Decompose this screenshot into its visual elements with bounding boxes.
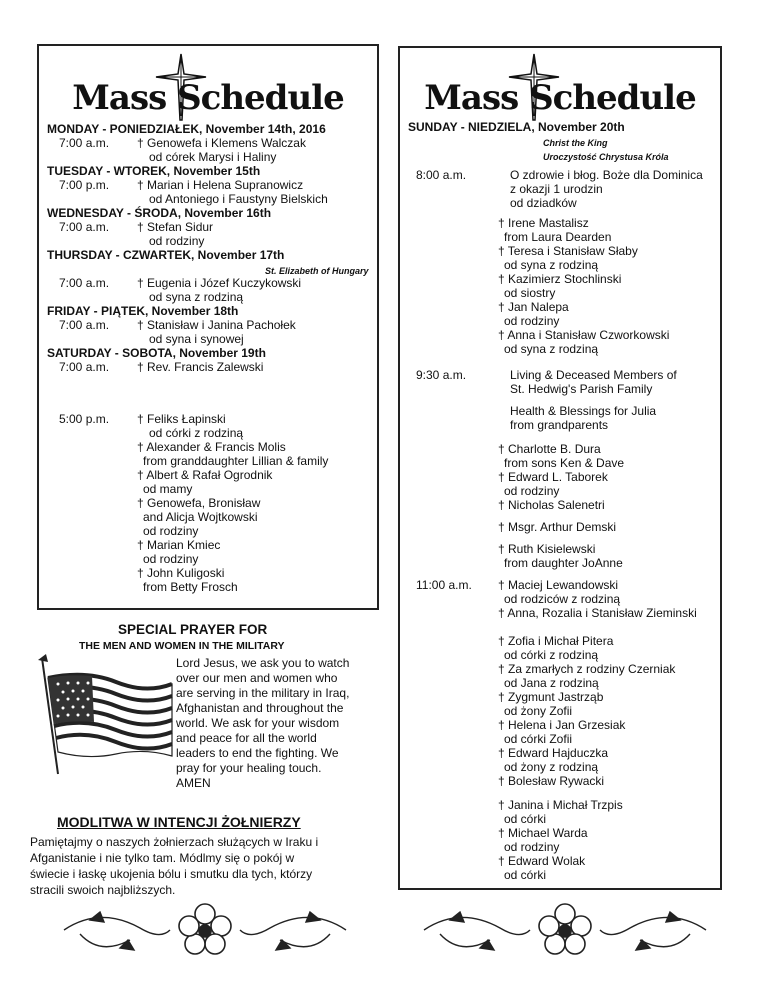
intention: † Ruth Kisielewski (498, 542, 596, 556)
intention: † Zygmunt Jastrząb (498, 690, 604, 704)
mass-time: 8:00 a.m. (416, 168, 467, 182)
intention: † Michael Warda (498, 826, 588, 840)
intention: St. Hedwig's Parish Family (510, 382, 653, 396)
intention: † Marian Kmiec (137, 538, 221, 552)
day-header-thursday: THURSDAY - CZWARTEK, November 17th (47, 248, 285, 262)
intention: † Anna, Rozalia i Stanisław Zieminski (498, 606, 697, 620)
mass-time: 7:00 a.m. (59, 136, 110, 150)
intention: † Janina i Michał Trzpis (498, 798, 623, 812)
intention: † Marian i Helena Supranowicz (137, 178, 304, 192)
intention: od Jana z rodziną (504, 676, 599, 690)
intention: † Stanisław i Janina Pachołek (137, 318, 296, 332)
intention: † Jan Nalepa (498, 300, 569, 314)
intention: † Irene Mastalisz (498, 216, 589, 230)
intention: † Zofia i Michał Pitera (498, 634, 614, 648)
intention: od żony Zofii (504, 704, 573, 718)
intention: † Stefan Sidur (137, 220, 214, 234)
intention: † Teresa i Stanisław Słaby (498, 244, 638, 258)
right-mass-schedule-box (398, 46, 722, 890)
intention: od żony z rodziną (504, 760, 599, 774)
prayer-line: Lord Jesus, we ask you to watch (176, 656, 350, 670)
intention: † Edward L. Taborek (498, 470, 608, 484)
intention: od rodziny (504, 314, 560, 328)
prayer-line: are serving in the military in Iraq, (176, 686, 350, 700)
intention: od rodziny (504, 484, 560, 498)
polish-prayer-line: stracili swoich najbliższych. (30, 883, 176, 897)
mass-time: 7:00 a.m. (59, 360, 110, 374)
american-flag-icon (36, 652, 176, 782)
mass-time: 7:00 a.m. (59, 276, 110, 290)
intention: † Helena i Jan Grzesiak (498, 718, 626, 732)
prayer-subtitle: THE MEN AND WOMEN IN THE MILITARY (79, 640, 285, 652)
mass-time: 9:30 a.m. (416, 368, 467, 382)
intention: from Betty Frosch (143, 580, 238, 594)
prayer-title: SPECIAL PRAYER FOR (118, 622, 268, 637)
intention: od córki (504, 812, 547, 826)
intention: od mamy (143, 482, 193, 496)
intention: od rodziców z rodziną (504, 592, 621, 606)
prayer-line: and peace for all the world (176, 731, 317, 745)
mass-time: 5:00 p.m. (59, 412, 110, 426)
intention: † Albert & Rafał Ogrodnik (137, 468, 273, 482)
prayer-line: world. We ask for your wisdom (176, 716, 340, 730)
mass-time: 7:00 a.m. (59, 220, 110, 234)
intention: Health & Blessings for Julia (510, 404, 657, 418)
day-header-friday: FRIDAY - PIĄTEK, November 18th (47, 304, 239, 318)
intention: † Za zmarłych z rodziny Czerniak (498, 662, 676, 676)
intention: † Eugenia i Józef Kuczykowski (137, 276, 302, 290)
intention: from grandparents (510, 418, 609, 432)
prayer-line: pray for your healing touch. (176, 761, 322, 775)
mass-time: 7:00 a.m. (59, 318, 110, 332)
left-title-wrap (39, 78, 377, 118)
intention: od córek Marysi i Haliny (149, 150, 277, 164)
prayer-line: over our men and women who (176, 671, 338, 685)
intention: from Laura Dearden (504, 230, 612, 244)
intention: † Charlotte B. Dura (498, 442, 601, 456)
mass-time: 7:00 p.m. (59, 178, 110, 192)
intention: od syna i synowej (149, 332, 244, 346)
prayer-line: AMEN (176, 776, 211, 790)
right-title-wrap (400, 78, 720, 118)
intention: od rodziny (143, 524, 199, 538)
intention: † Edward Wolak (498, 854, 586, 868)
intention: from sons Ken & Dave (504, 456, 625, 470)
intention: † Anna i Stanisław Czworkowski (498, 328, 670, 342)
polish-prayer-line: Pamiętajmy o naszych żołnierzach służących w Iraku i (30, 835, 319, 849)
day-header-monday: MONDAY - PONIEDZIAŁEK, November 14th, 2016 (47, 122, 326, 136)
floral-ornament-icon (60, 900, 350, 962)
intention: † Genowefa i Klemens Walczak (137, 136, 306, 150)
intention: od rodziny (149, 234, 205, 248)
left-title: Mass Schedule (72, 78, 344, 118)
intention: † Genowefa, Bronisław (137, 496, 261, 510)
intention: from granddaughter Lillian & family (143, 454, 329, 468)
polish-prayer-title: MODLITWA W INTENCJI ŻOŁNIERZY (57, 814, 301, 830)
intention: od syna z rodziną (149, 290, 244, 304)
polish-prayer-line: Afganistanie i nie tylko tam. Módlmy się o pokój w (30, 851, 295, 865)
polish-prayer-line: świecie i łaskę ukojenia bólu i smutku dla tych, którzy (30, 867, 313, 881)
intention: od córki z rodziną (504, 648, 599, 662)
intention: z okazji 1 urodzin (510, 182, 603, 196)
intention: † Kazimierz Stochlinski (498, 272, 622, 286)
mass-time: 11:00 a.m. (416, 578, 472, 592)
intention: O zdrowie i błog. Boże dla Dominica (510, 168, 703, 182)
intention: od syna z rodziną (504, 342, 599, 356)
intention: † Nicholas Salenetri (498, 498, 605, 512)
intention: † John Kuligoski (137, 566, 225, 580)
intention: od dziadków (510, 196, 577, 210)
intention: od Antoniego i Faustyny Bielskich (149, 192, 328, 206)
day-header-tuesday: TUESDAY - WTOREK, November 15th (47, 164, 261, 178)
day-header-wednesday: WEDNESDAY - ŚRODA, November 16th (47, 206, 272, 220)
day-header-sunday: SUNDAY - NIEDZIELA, November 20th (408, 120, 625, 134)
feast-label: Uroczystość Chrystusa Króla (543, 152, 669, 162)
intention: from daughter JoAnne (504, 556, 623, 570)
intention: † Alexander & Francis Molis (137, 440, 286, 454)
intention: † Bolesław Rywacki (498, 774, 605, 788)
prayer-line: Afghanistan and throughout the (176, 701, 344, 715)
intention: † Edward Hajduczka (498, 746, 609, 760)
feast-label: Christ the King (543, 138, 608, 148)
intention: † Rev. Francis Zalewski (137, 360, 264, 374)
prayer-line: leaders to end the fighting. We (176, 746, 339, 760)
intention: od syna z rodziną (504, 258, 599, 272)
intention: od siostry (504, 286, 556, 300)
left-mass-schedule-box (37, 44, 379, 610)
intention: and Alicja Wojtkowski (143, 510, 258, 524)
intention: † Feliks Łapinski (137, 412, 226, 426)
intention: † Maciej Lewandowski (498, 578, 619, 592)
floral-ornament-icon (420, 900, 710, 962)
day-header-saturday: SATURDAY - SOBOTA, November 19th (47, 346, 266, 360)
feast-label: St. Elizabeth of Hungary (265, 266, 369, 276)
right-title: Mass Schedule (424, 78, 696, 118)
intention: Living & Deceased Members of (510, 368, 677, 382)
intention: od rodziny (143, 552, 199, 566)
intention: od córki (504, 868, 547, 882)
intention: od rodziny (504, 840, 560, 854)
intention: od córki Zofii (504, 732, 573, 746)
intention: † Msgr. Arthur Demski (498, 520, 617, 534)
intention: od córki z rodziną (149, 426, 244, 440)
